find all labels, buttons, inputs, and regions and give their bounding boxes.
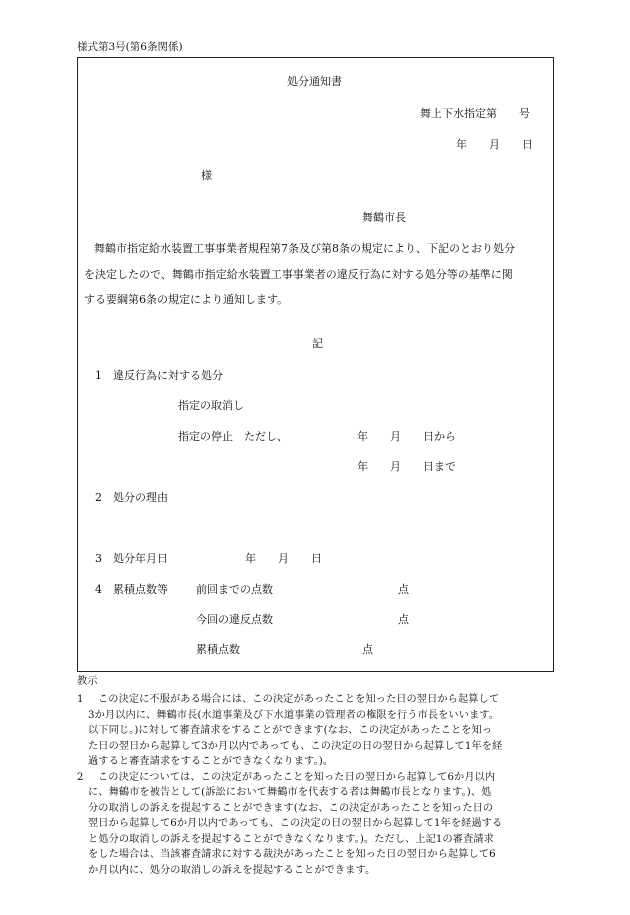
note-line: と処分の取消しの訴えを提起することができなくなります。)。ただし、上記1の審査請求	[88, 833, 494, 845]
note-line: 3か月以内に、舞鶴市長(水道事業及び下水道事業の管理者の権限を行う市長をいいます。	[88, 709, 500, 721]
suspension-from-date: 年 月 日から	[357, 430, 456, 443]
note-line: に、舞鶴市を被告として(訴訟において舞鶴市を代表する者は舞鶴市長となります。)、処	[88, 787, 492, 798]
form-label: 様式第3号(第6条関係)	[77, 41, 183, 53]
note-line: 以下同じ。)に対して審査請求をすることができます(なお、この決定があったことを知っ	[88, 725, 493, 736]
document-number: 舞上下水指定第 号	[420, 107, 530, 120]
current-points-unit: 点	[398, 613, 409, 626]
item1-number: 1	[95, 369, 102, 382]
note-line: 過すると審査請求をすることができなくなります。)。	[88, 756, 334, 767]
body-line-1: 舞鶴市指定給水装置工事事業者規程第7条及び第8条の規定により、下記のとおり処分	[94, 242, 515, 255]
notice-title: 処分通知書	[287, 75, 342, 88]
current-points-label: 今回の違反点数	[196, 613, 273, 626]
total-points-label: 累積点数	[196, 643, 240, 656]
suspension-option: 指定の停止 ただし、	[178, 430, 288, 443]
note-line: この決定については、この決定があったことを知った日の翌日から起算して6か月以内	[98, 771, 496, 783]
item2-label: 処分の理由	[113, 491, 168, 504]
note-line: 翌日から起算して6か月以内であっても、この決定の日の翌日から起算して1年を経過する	[88, 818, 503, 829]
body-line-3: する要綱第6条の規定により通知します。	[84, 293, 289, 306]
recipient-suffix: 様	[201, 169, 212, 182]
note-line: をした場合は、当該審査請求に対する裁決があったことを知った日の翌日から起算して6	[88, 849, 496, 860]
notes-heading: 教示	[77, 676, 98, 687]
note-line: た日の翌日から起算して3か月以内であっても、この決定の日の翌日から起算して1年を経	[88, 740, 503, 752]
issuer-name: 舞鶴市長	[362, 211, 406, 224]
body-line-2: を決定したので、舞鶴市指定給水装置工事事業者の違反行為に対する処分等の基準に関	[84, 268, 513, 281]
ki-heading: 記	[312, 337, 323, 350]
item1-label: 違反行為に対する処分	[113, 369, 223, 382]
total-points-unit: 点	[362, 643, 373, 656]
notice-date: 年 月 日	[456, 138, 533, 151]
item4-label: 累積点数等	[113, 583, 168, 596]
item3-label: 処分年月日	[113, 552, 168, 565]
note-line: か月以内に、処分の取消しの訴えを提起することができます。	[88, 864, 376, 876]
suspension-to-date: 年 月 日まで	[357, 460, 456, 473]
item4-number: 4	[95, 583, 102, 596]
note-line: この決定に不服がある場合には、この決定があったことを知った日の翌日から起算して	[98, 694, 500, 705]
revocation-option: 指定の取消し	[178, 399, 244, 412]
item3-number: 3	[95, 552, 102, 565]
previous-points-label: 前回までの点数	[196, 583, 273, 596]
item3-date: 年 月 日	[245, 552, 322, 565]
note-number: 2	[77, 771, 84, 783]
note-number: 1	[77, 694, 84, 705]
note-line: 分の取消しの訴えを提起することができます(なお、この決定があったことを知った日の	[88, 802, 494, 814]
item2-number: 2	[95, 491, 102, 504]
previous-points-unit: 点	[398, 583, 409, 596]
